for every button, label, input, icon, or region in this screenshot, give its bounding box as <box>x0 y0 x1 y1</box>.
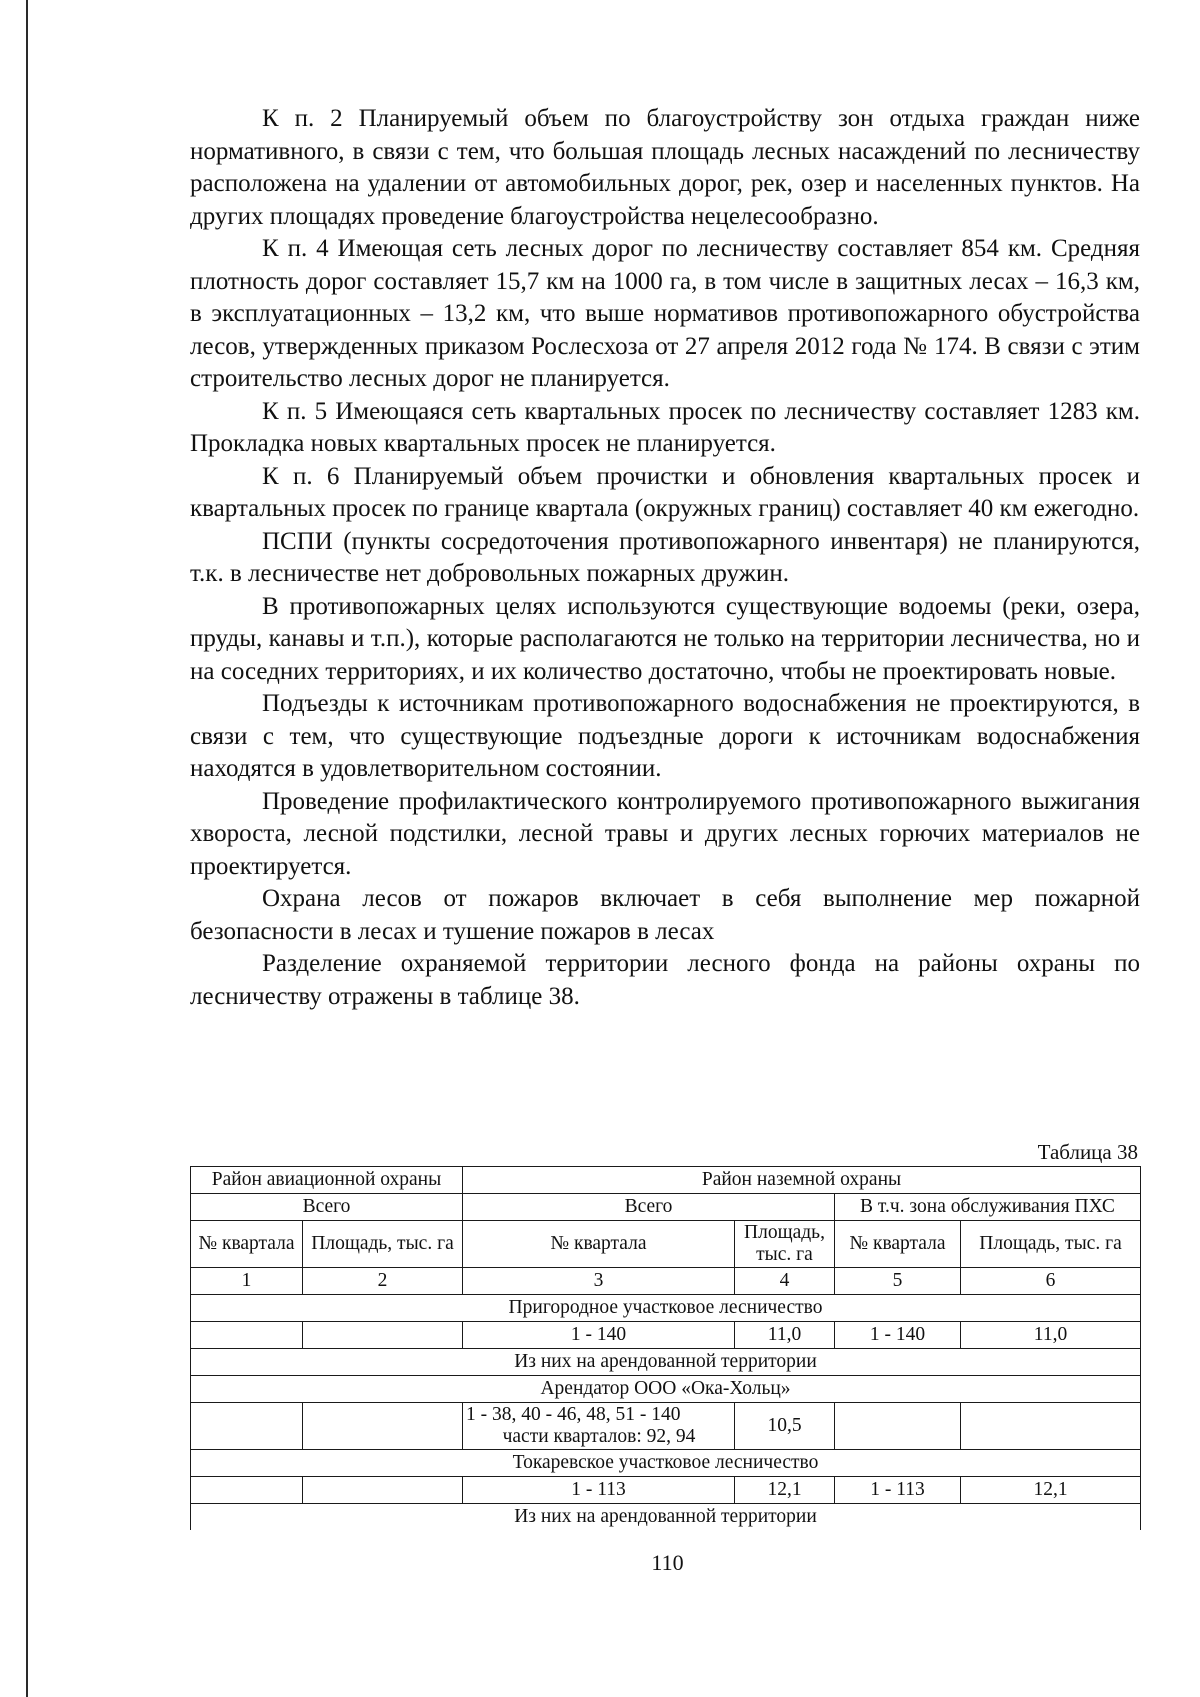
col-quarter-air: № квартала <box>191 1221 303 1268</box>
paragraph: К п. 2 Планируемый объем по благоустройству зон отдыха граждан ниже нормативного, в связи с тем, что большая площадь лесных насаждений по лесничеству расположена на удалении от автомобильных дорог, рек, озер и населенных пунктов. На других площадях проведение благоустройства нецелесообразно. <box>190 105 1140 230</box>
empty-cell <box>191 1322 303 1349</box>
leased-note: Из них на арендованной территории <box>191 1349 1141 1376</box>
section-row <box>191 1295 1141 1322</box>
quarters-line: части кварталов: 92, 94 <box>502 1426 696 1447</box>
cell-quarters: 1 - 113 <box>463 1477 735 1504</box>
section-row <box>191 1376 1141 1403</box>
table-header-row <box>191 1167 1141 1194</box>
table-row <box>191 1477 1141 1504</box>
empty-cell <box>191 1403 303 1450</box>
empty-cell <box>191 1477 303 1504</box>
cell-quarters-multiline <box>463 1403 735 1450</box>
col-area-ground: Площадь, тыс. га <box>735 1221 835 1268</box>
paragraph: В противопожарных целях используются существующие водоемы (реки, озера, пруды, канавы и т.п.), которые располагаются не только на территории лесничества, но и на соседних территориях, и их количество достаточно, чтобы не проектировать новые. <box>190 592 1140 685</box>
column-number: 3 <box>463 1268 735 1295</box>
leased-note: Из них на арендованной территории <box>191 1504 1141 1531</box>
column-number: 1 <box>191 1268 303 1295</box>
scan-left-edge <box>26 0 28 1697</box>
empty-cell <box>303 1322 463 1349</box>
empty-cell <box>303 1477 463 1504</box>
header-ground-protection: Район наземной охраны <box>463 1167 1141 1194</box>
empty-cell <box>961 1403 1141 1450</box>
header-pxs-zone: В т.ч. зона обслуживания ПХС <box>835 1194 1141 1221</box>
table-row <box>191 1322 1141 1349</box>
table-caption: Таблица 38 <box>1037 1140 1138 1164</box>
paragraph: К п. 4 Имеющая сеть лесных дорог по лесничеству составляет 854 км. Средняя плотность дорог составляет 15,7 км на 1000 га, в том числе в защитных лесах – 16,3 км, в эксплуатационных – 13,2 км, что выше нормативов противопожарного обустройства лесов, утвержденных приказом Рослесхоза от 27 апреля 2012 года № 174. В связи с этим строительство лесных дорог не планируется. <box>190 235 1140 392</box>
paragraph: К п. 6 Планируемый объем прочистки и обновления квартальных просек и квартальных просек по границе квартала (окружных границ) составляет 40 км ежегодно. <box>190 462 1140 522</box>
table-row <box>191 1403 1141 1450</box>
table-header-row <box>191 1221 1141 1268</box>
column-number: 6 <box>961 1268 1141 1295</box>
header-air-protection: Район авиационной охраны <box>191 1167 463 1194</box>
section-row <box>191 1504 1141 1531</box>
quarters-line: 1 - 38, 40 - 46, 48, 51 - 140 <box>466 1404 681 1425</box>
cell-quarters: 1 - 140 <box>463 1322 735 1349</box>
section-title: Токаревское участковое лесничество <box>191 1450 1141 1477</box>
empty-cell <box>303 1403 463 1450</box>
section-row <box>191 1450 1141 1477</box>
col-quarter-ground: № квартала <box>463 1221 735 1268</box>
paragraph: ПСПИ (пункты сосредоточения противопожарного инвентаря) не планируются, т.к. в лесничестве нет добровольных пожарных дружин. <box>190 527 1140 587</box>
empty-cell <box>835 1403 961 1450</box>
section-row <box>191 1349 1141 1376</box>
table-header-row <box>191 1194 1141 1221</box>
paragraph: Проведение профилактического контролируемого противопожарного выжигания хвороста, лесной подстилки, лесной травы и других лесных горючих материалов не проектируется. <box>190 787 1140 880</box>
cell-area: 10,5 <box>735 1403 835 1450</box>
paragraph: Охрана лесов от пожаров включает в себя выполнение мер пожарной безопасности в лесах и тушение пожаров в лесах <box>190 885 1140 945</box>
column-number: 2 <box>303 1268 463 1295</box>
tenant-title: Арендатор ООО «Ока-Хольц» <box>191 1376 1141 1403</box>
col-area-air: Площадь, тыс. га <box>303 1221 463 1268</box>
paragraph: Подъезды к источникам противопожарного водоснабжения не проектируются, в связи с тем, что существующие подъездные дороги к источникам водоснабжения находятся в удовлетворительном состоянии. <box>190 690 1140 782</box>
paragraph: К п. 5 Имеющаяся сеть квартальных просек по лесничеству составляет 1283 км. Прокладка новых квартальных просек не планируется. <box>190 397 1140 457</box>
cell-pxs-quarters: 1 - 140 <box>835 1322 961 1349</box>
col-quarter-pxs: № квартала <box>835 1221 961 1268</box>
cell-pxs-area: 12,1 <box>961 1477 1141 1504</box>
cell-pxs-area: 11,0 <box>961 1322 1141 1349</box>
col-area-pxs: Площадь, тыс. га <box>961 1221 1141 1268</box>
section-title: Пригородное участковое лесничество <box>191 1295 1141 1322</box>
page-number: 110 <box>651 1550 684 1575</box>
fire-protection-zones-table <box>190 1166 1141 1530</box>
header-total-ground: Всего <box>463 1194 835 1221</box>
column-number: 4 <box>735 1268 835 1295</box>
cell-pxs-quarters: 1 - 113 <box>835 1477 961 1504</box>
column-number-row <box>191 1268 1141 1295</box>
cell-area: 11,0 <box>735 1322 835 1349</box>
document-body <box>190 103 1140 1013</box>
column-number: 5 <box>835 1268 961 1295</box>
header-total-air: Всего <box>191 1194 463 1221</box>
paragraph: Разделение охраняемой территории лесного фонда на районы охраны по лесничеству отражены в таблице 38. <box>190 950 1140 1010</box>
cell-area: 12,1 <box>735 1477 835 1504</box>
